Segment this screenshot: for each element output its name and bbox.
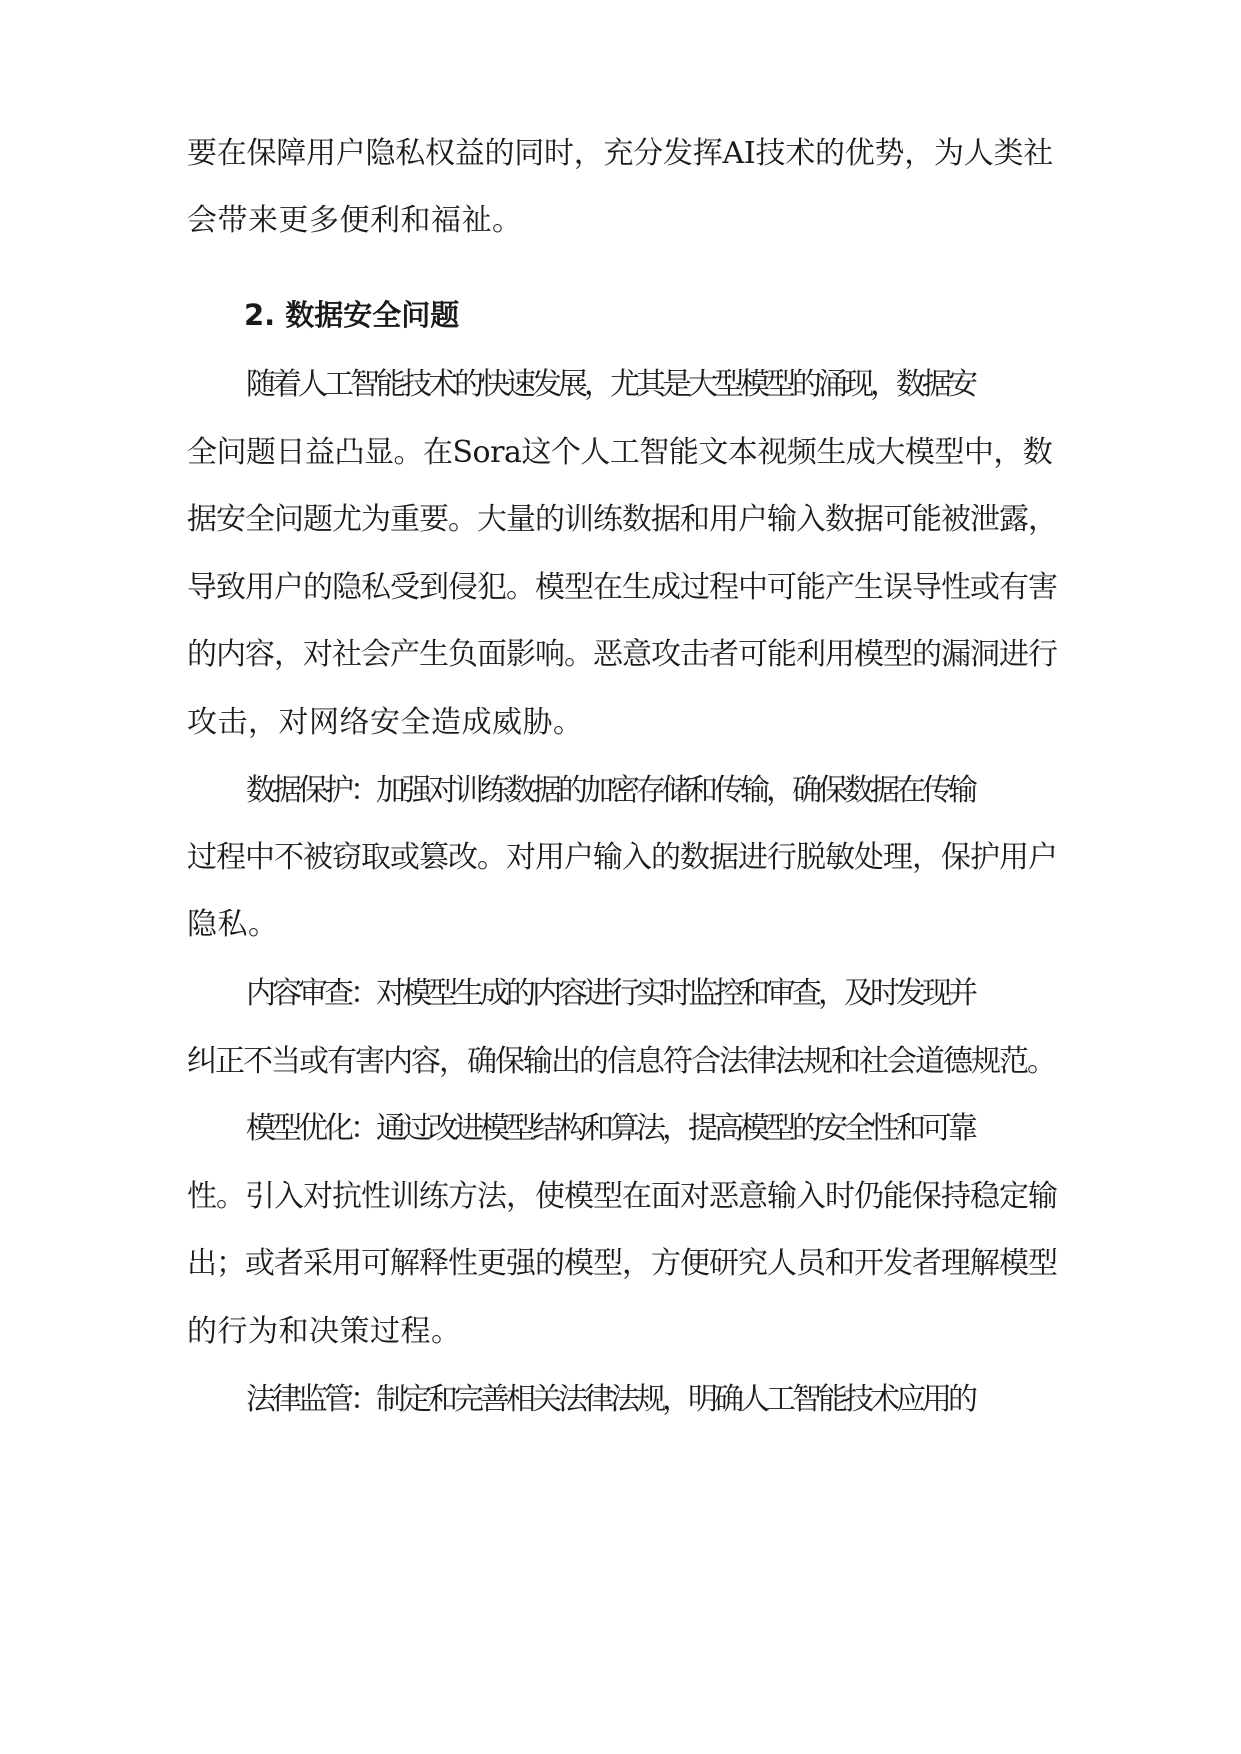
intro-line-1: 要在保障用户隐私权益的同时，充分发挥AI技术的优势，为人类社: [187, 136, 1054, 171]
paragraph-2-line-2: 过程中不被窃取或篡改。对用户输入的数据进行脱敏处理，保护用户: [187, 840, 1057, 875]
paragraph-4-line-4: 的行为和决策过程。: [187, 1314, 462, 1349]
paragraph-3-line-1: 内容审查：对模型生成的内容进行实时监控和审查，及时发现并: [246, 976, 974, 1011]
paragraph-2-line-3: 隐私。: [187, 907, 279, 942]
intro-line-2: 会带来更多便利和福祉。: [187, 203, 523, 238]
section-heading: 2. 数据安全问题: [244, 298, 460, 332]
paragraph-5-line-1: 法律监管：制定和完善相关法律法规，明确人工智能技术应用的: [246, 1382, 974, 1417]
paragraph-1-line-6: 攻击，对网络安全造成威胁。: [187, 705, 584, 740]
paragraph-2-line-1: 数据保护：加强对训练数据的加密存储和传输，确保数据在传输: [246, 773, 974, 808]
paragraph-3-line-2: 纠正不当或有害内容，确保输出的信息符合法律法规和社会道德规范。: [187, 1044, 1055, 1079]
paragraph-4-line-3: 出；或者采用可解释性更强的模型，方便研究人员和开发者理解模型: [187, 1246, 1057, 1281]
paragraph-4-line-1: 模型优化：通过改进模型结构和算法，提高模型的安全性和可靠: [246, 1111, 974, 1146]
paragraph-1-line-5: 的内容，对社会产生负面影响。恶意攻击者可能利用模型的漏洞进行: [187, 637, 1057, 672]
paragraph-1-line-2: 全问题日益凸显。在Sora这个人工智能文本视频生成大模型中，数: [187, 435, 1053, 470]
paragraph-1-line-4: 导致用户的隐私受到侵犯。模型在生成过程中可能产生误导性或有害: [187, 570, 1057, 605]
paragraph-4-line-2: 性。引入对抗性训练方法，使模型在面对恶意输入时仍能保持稳定输: [187, 1179, 1057, 1214]
paragraph-1-line-3: 据安全问题尤为重要。大量的训练数据和用户输入数据可能被泄露，: [187, 502, 1057, 537]
paragraph-1-line-1: 随着人工智能技术的快速发展，尤其是大型模型的涌现，数据安: [246, 367, 974, 402]
